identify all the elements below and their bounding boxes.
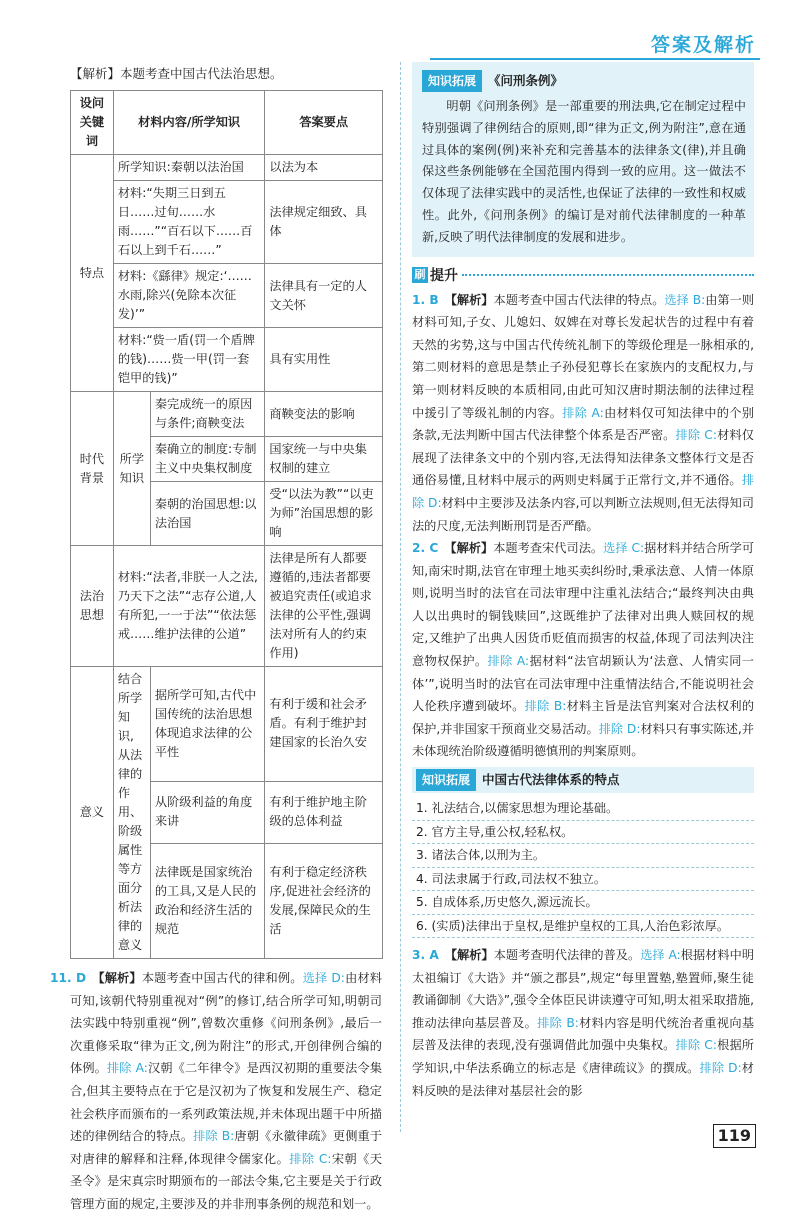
knowledge-tag: 知识拓展 (422, 70, 482, 92)
answer-q11 (50, 967, 382, 1216)
section-title: 提升 (430, 267, 458, 284)
answer-cell: 有利于维护地主阶级的总体利益 (265, 781, 383, 843)
material-cell: 从阶级利益的角度来讲 (150, 781, 265, 843)
question-number: 1. B (412, 292, 439, 307)
header-rule (430, 58, 760, 60)
page-header-title: 答案及解析 (650, 34, 756, 56)
answer-text: 材料反映的是法律对基层社会的影 (412, 1061, 754, 1098)
knowledge-box-legal-system (412, 767, 754, 938)
answer-cell: 具有实用性 (265, 328, 383, 392)
answer-text: 由材料仅可知法律中的个别条款,无法判断中国古代法律整个体系是否严密。 (412, 405, 755, 443)
exclude-marker: 排除 B: (524, 699, 567, 714)
answer-text: 据材料“法官胡颖认为‘法意、人情实同一体’”,说明当时的法官在司法审理中注重情法结合,不能说明社会人伦秩序遭到破坏。 (412, 654, 754, 714)
material-cell: 秦完成统一的原因与条件;商鞅变法 (150, 392, 265, 437)
material-cell: 材料:“法者,非朕一人之法,乃天下之法”“志存公道,人有所犯,一一于法”“依法惩戒……维护法律的公道” (113, 546, 265, 667)
answer-text: 由第一则材料可知,子女、儿媳妇、奴婢在对尊长发起状告的过程中有着天然的劣势,这与中国古代传统礼制下的等级伦理是一脉相承的,第二则材料的意思是禁止子孙侵犯尊长在家族内的支配权力,与第一则材料反映的本质相同,由此可知汉唐时期法制的法律过程中援引了等级礼制的内容。 (412, 292, 755, 420)
exclude-marker: 排除 B: (537, 1015, 579, 1030)
answer-q3 (412, 944, 754, 1102)
choice-marker: 选择 C: (603, 541, 645, 556)
question-number: 11. D (50, 971, 87, 985)
header-answer: 答案要点 (265, 91, 383, 155)
material-cell: 材料:《繇律》规定:‘……水雨,除兴(免除本次征发)’” (113, 264, 265, 328)
table-row (71, 181, 383, 264)
answer-cell: 法律具有一定的人文关怀 (265, 264, 383, 328)
exclude-marker: 排除 A: (106, 1061, 148, 1076)
choice-marker: 选择 A: (640, 948, 681, 963)
table-header-row (71, 91, 383, 155)
list-item: 3. 诸法合体,以刑为主。 (412, 844, 754, 868)
answer-text: 材料主旨是法官判案对合法权利的保护,并非国家干预商业交易活动。 (412, 699, 755, 736)
exclude-marker: 排除 A: (487, 654, 530, 669)
answer-text: 汉朝《二年律令》是西汉初期的重要法令集合,但其主要特点在于它是汉初为了恢复和发展生产、稳定社会秩序而颁布的一系列政策法规,并未体现出题干中所描述的律例结合的特点。 (70, 1061, 383, 1144)
right-column (412, 62, 754, 1102)
section-rule (462, 274, 754, 276)
answer-text: 材料中主要涉及法条内容,可以判断立法规则,但无法得知司法的尺度,无法判断刑罚是否严酷。 (412, 495, 754, 533)
table-row (71, 392, 383, 437)
answer-text: 由材料可知,该朝代特别重视对“例”的修订,结合所学可知,明朝司法实践中特别重视“例”,曾数次重修《问刑条例》,最后一次重修采取“律为正文,例为附注”的形式,开创律例合编的体例。 (70, 971, 383, 1076)
left-column (50, 64, 383, 1216)
answer-text: 本题考查中国古代法律的特点。 (493, 292, 665, 307)
analysis-label: 【解析】 (444, 292, 494, 307)
knowledge-box-wenxing (412, 62, 754, 257)
answer-text: 材料内容是明代统治者重视向基层普及法律的表现,没有强调借此加强中央集权。 (412, 1015, 755, 1053)
exclude-marker: 排除 C: (289, 1151, 332, 1166)
header-material: 材料内容/所学知识 (113, 91, 265, 155)
answer-text: 本题考查中国古代的律和例。 (141, 971, 303, 985)
exclude-marker: 排除 C: (675, 1038, 717, 1053)
row-key: 法治思想 (71, 546, 114, 667)
material-cell: 所学知识:秦朝以法治国 (113, 155, 265, 181)
row-key: 意义 (71, 667, 114, 959)
list-item: 2. 官方主导,重公权,轻私权。 (412, 821, 754, 845)
answer-cell: 受“以法为教”“以吏为师”治国思想的影响 (265, 482, 383, 546)
exclude-marker: 排除 D: (699, 1061, 742, 1076)
exclude-marker: 排除 C: (675, 428, 717, 443)
answer-cell: 有利于稳定经济秩序,促进社会经济的发展,保障民众的生活 (265, 844, 383, 959)
list-item: 4. 司法隶属于行政,司法权不独立。 (412, 868, 754, 892)
material-cell: 据所学可知,古代中国传统的法治思想体现追求法律的公平性 (150, 667, 265, 782)
choice-marker: 选择 D: (302, 971, 345, 985)
analysis-label: 【解析】 (444, 948, 494, 963)
row-key: 特点 (71, 155, 114, 392)
answer-cell: 法律规定细致、具体 (265, 181, 383, 264)
answer-text: 根据所学知识,中华法系确立的标志是《唐律疏议》的撰成。 (412, 1038, 754, 1076)
answer-text: 唐朝《永徽律疏》更侧重于对唐律的解释和注释,体现律令儒家化。 (70, 1129, 383, 1166)
knowledge-text: 明朝《问刑条例》是一部重要的刑法典,它在制定过程中特别强调了律例结合的原则,即“律为正文,例为附注”,意在通过具体的案例(例)来补充和完善基本的法律条文(律),并且确保这些条例能够在全国范围内得到一致的应用。这一做法不仅体现了法律实践中的灵活性,也保证了法律的一致性和权威性。此外,《问刑条例》的编订是对前代法律制度的一种革新,反映了明代法律制度的发展和进步。 (422, 99, 746, 244)
answer-cell: 商鞅变法的影响 (265, 392, 383, 437)
analysis-label: 【解析】 (444, 541, 494, 556)
list-item: 1. 礼法结合,以儒家思想为理论基础。 (412, 797, 754, 821)
knowledge-tag: 知识拓展 (416, 769, 476, 791)
table-row (71, 155, 383, 181)
analysis-label: 【解析】 (92, 971, 142, 985)
row-key: 时代背景 (71, 392, 114, 546)
question-number: 2. C (412, 541, 439, 556)
material-cell: 秦朝的治国思想:以法治国 (150, 482, 265, 546)
knowledge-title: 中国古代法律体系的特点 (482, 772, 620, 788)
page-number: 119 (713, 1124, 756, 1148)
answer-cell: 国家统一与中央集权制的建立 (265, 437, 383, 482)
analysis-table (70, 90, 383, 959)
brush-icon: 刷 (412, 267, 428, 283)
answer-text: 材料仅展现了法律条文中的个别内容,无法得知法律条文整体行文是否通俗易懂,且材料中展示的两则史料属于正常行文,并不通俗。 (412, 428, 754, 488)
exclude-marker: 排除 D: (598, 721, 641, 736)
table-intro: 【解析】本题考查中国古代法治思想。 (70, 66, 283, 81)
answer-text: 本题考查明代法律的普及。 (493, 948, 641, 963)
material-cell: 秦确立的制度:专制主义中央集权制度 (150, 437, 265, 482)
answer-q2 (412, 537, 754, 763)
answer-text: 本题考查宋代司法。 (493, 541, 604, 556)
header-key: 设问关键词 (71, 91, 114, 155)
row-subkey: 结合所学知识,从法律的作用、阶级属性等方面分析法律的意义 (113, 667, 150, 959)
table-row (71, 546, 383, 667)
answer-text: 宋朝《天圣令》是宋真宗时期颁布的一部法令集,它主要是关于行政管理方面的规定,主要涉及的并非刑事条例的规范和划一。 (70, 1151, 383, 1211)
answer-text: 材料只有事实陈述,并未体现统治阶级遵循明德慎刑的判案原则。 (412, 721, 754, 759)
table-row (71, 667, 383, 782)
question-number: 3. A (412, 948, 439, 963)
answer-cell: 以法为本 (265, 155, 383, 181)
exclude-marker: 排除 D: (412, 473, 754, 510)
list-item: 5. 自成体系,历史悠久,源远流长。 (412, 891, 754, 915)
answer-text: 根据材料中明太祖编订《大诰》并“颁之郡县”,规定“每里置塾,塾置师,聚生徒教诵御制《大诰》”,强令全体臣民讲读遵守可知,明太祖采取措施,推动法律向基层普及。 (412, 948, 755, 1030)
exclude-marker: 排除 B: (193, 1129, 235, 1144)
material-cell: 材料:“失期三日到五日……过旬……水雨……”“百石以下……百石以上到千石……” (113, 181, 265, 264)
knowledge-title: 《问刑条例》 (488, 73, 564, 88)
table-row (71, 328, 383, 392)
table-row (71, 264, 383, 328)
material-cell: 法律既是国家统治的工具,又是人民的政治和经济生活的规范 (150, 844, 265, 959)
section-heading (412, 265, 754, 285)
answer-cell: 法律是所有人都要遵循的,违法者都要被追究责任(或追求法律的公平性,强调法对所有人的约束作用) (265, 546, 383, 667)
choice-marker: 选择 B: (664, 292, 706, 307)
exclude-marker: 排除 A: (562, 405, 604, 420)
material-cell: 材料:“赀一盾(罚一个盾牌的钱)……赀一甲(罚一套铠甲的钱)” (113, 328, 265, 392)
row-subkey: 所学知识 (113, 392, 150, 546)
answer-cell: 有利于缓和社会矛盾。有利于维护封建国家的长治久安 (265, 667, 383, 782)
answer-q1 (412, 289, 754, 538)
column-divider (400, 62, 401, 1132)
list-item: 6. (实质)法律出于皇权,是维护皇权的工具,人治色彩浓厚。 (412, 915, 754, 939)
answer-text: 据材料并结合所学可知,南宋时期,法官在审理土地买卖纠纷时,秉承法意、人情一体原则,说明当时的法官在司法审理中注重礼法结合;“最终判决由典人以出典时的铜钱赎回”,这既维护了法律对出典人赎回权的规定,又维护了出典人因货币贬值而损害的权益,体现了司法判决注意物权保护。 (412, 541, 755, 669)
